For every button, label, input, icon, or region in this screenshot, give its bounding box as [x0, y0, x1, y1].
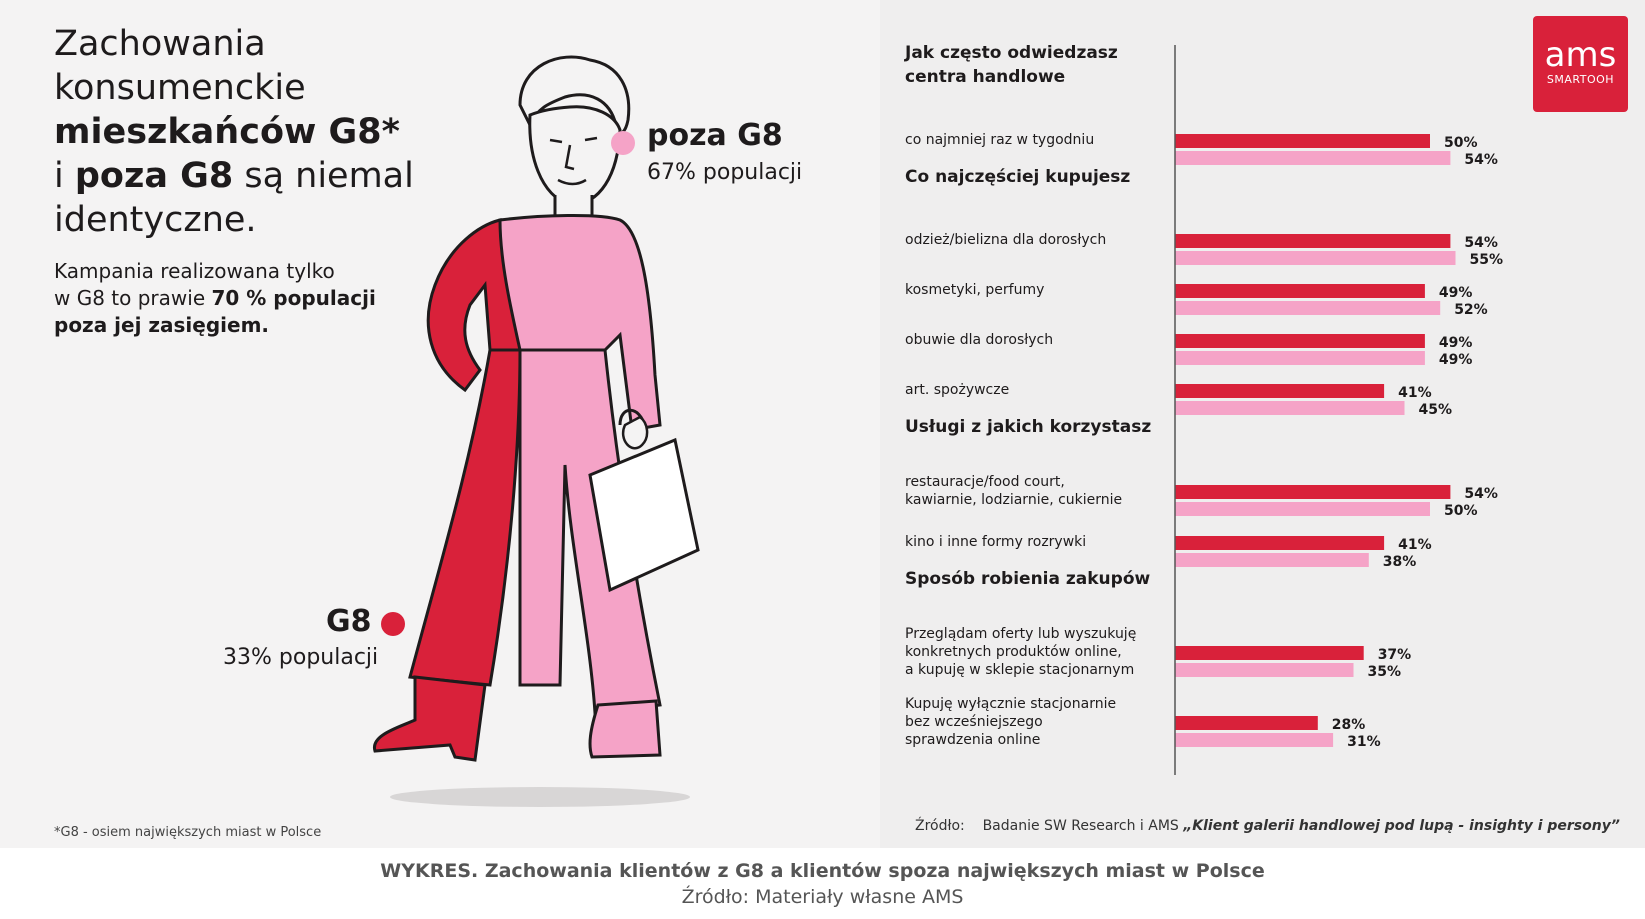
ams-logo [1533, 16, 1628, 112]
headline-fragment: są niemal [233, 156, 414, 196]
headline-line: Zachowania [54, 24, 266, 64]
headline-line [54, 154, 414, 198]
bar-chart [900, 30, 1540, 790]
source-title: „Klient galerii handlowej pod lupą - insighty i persony” [1183, 818, 1620, 834]
value-label-poza_g8: 54% [1464, 152, 1498, 168]
category-label: kosmetyki, perfumy [905, 282, 1045, 298]
headline-line: mieszkańców G8* [54, 112, 400, 152]
category-label: obuwie dla dorosłych [905, 332, 1054, 348]
headline-fragment: i [54, 156, 75, 196]
category-label: kino i inne formy rozrywki [905, 534, 1087, 550]
bar-g8 [1175, 536, 1384, 550]
category-label: odzież/bielizna dla dorosłych [905, 232, 1107, 248]
legend-g8-label: G8 [326, 604, 372, 639]
category-label: konkretnych produktów online, [905, 644, 1122, 660]
category-label: restauracje/food court, [905, 474, 1065, 490]
section-title: Jak często odwiedzasz [905, 43, 1118, 63]
category-label: Kupuję wyłącznie stacjonarnie [905, 696, 1117, 712]
bar-g8 [1175, 384, 1384, 398]
bar-g8 [1175, 234, 1450, 248]
section-title: Usługi z jakich korzystasz [905, 417, 1152, 437]
value-label-g8: 50% [1444, 135, 1478, 151]
subtext-line: poza jej zasięgiem. [54, 313, 270, 337]
value-label-poza_g8: 50% [1444, 503, 1478, 519]
legend-g8-value: 33% populacji [223, 645, 379, 670]
value-label-poza_g8: 38% [1382, 554, 1417, 570]
value-label-g8: 54% [1464, 486, 1498, 502]
section-title: centra handlowe [905, 67, 1066, 87]
value-label-poza_g8: 45% [1418, 402, 1453, 418]
value-label-g8: 41% [1398, 385, 1432, 401]
subtext-fragment: 70 % populacji [211, 286, 376, 310]
bar-poza_g8 [1175, 401, 1405, 415]
chart-source [915, 818, 1620, 834]
source-label: Źródło: [915, 818, 965, 834]
bar-poza_g8 [1175, 502, 1430, 516]
value-label-g8: 41% [1398, 537, 1432, 553]
logo-main: ams [1544, 35, 1617, 75]
headline-line: identyczne. [54, 200, 257, 240]
category-label: kawiarnie, lodziarnie, cukiernie [905, 492, 1123, 508]
value-label-g8: 28% [1331, 717, 1366, 733]
value-label-poza_g8: 52% [1454, 302, 1488, 318]
bar-poza_g8 [1175, 553, 1369, 567]
value-label-g8: 54% [1464, 235, 1498, 251]
headline-fragment: poza G8 [74, 156, 234, 196]
bar-g8 [1175, 334, 1425, 348]
source-text: Badanie SW Research i AMS [982, 818, 1184, 834]
section-title: Sposób robienia zakupów [905, 569, 1151, 589]
bar-g8 [1175, 716, 1318, 730]
figure-caption-source: Źródło: Materiały własne AMS [681, 886, 964, 908]
bar-poza_g8 [1175, 151, 1450, 165]
headline [54, 22, 414, 242]
hand-shape [623, 417, 647, 448]
headline-line: konsumenckie [54, 68, 306, 108]
boot-pink [590, 701, 660, 757]
subtext-line: Kampania realizowana tylko [54, 259, 335, 283]
legs-red [410, 350, 520, 685]
value-label-g8: 49% [1438, 335, 1473, 351]
bar-poza_g8 [1175, 663, 1354, 677]
value-label-poza_g8: 55% [1469, 252, 1504, 268]
footnote: *G8 - osiem największych miast w Polsce [54, 825, 322, 840]
value-label-g8: 37% [1377, 647, 1412, 663]
poza-g8-dot [611, 131, 635, 155]
bar-g8 [1175, 485, 1450, 499]
boot-red [374, 677, 485, 760]
bar-g8 [1175, 646, 1364, 660]
category-label: bez wcześniejszego [905, 714, 1043, 730]
value-label-poza_g8: 31% [1347, 734, 1381, 750]
bar-poza_g8 [1175, 301, 1440, 315]
legend-poza-g8-label: poza G8 [647, 118, 783, 153]
bar-g8 [1175, 134, 1430, 148]
category-label: co najmniej raz w tygodniu [905, 132, 1095, 148]
bar-g8 [1175, 284, 1425, 298]
legend-poza-g8-value: 67% populacji [647, 160, 803, 185]
bar-poza_g8 [1175, 351, 1425, 365]
category-label: sprawdzenia online [905, 732, 1041, 748]
subtext-line [54, 285, 376, 312]
category-label: art. spożywcze [905, 382, 1010, 398]
subtext [54, 258, 376, 339]
bar-poza_g8 [1175, 733, 1333, 747]
g8-dot [381, 612, 405, 636]
figure-caption-title: WYKRES. Zachowania klientów z G8 a klientów spoza największych miast w Polsce [380, 860, 1265, 882]
bar-poza_g8 [1175, 251, 1456, 265]
section-title: Co najczęściej kupujesz [905, 167, 1131, 187]
category-label: a kupuję w sklepie stacjonarnym [905, 662, 1135, 678]
category-label: Przeglądam oferty lub wyszukuję [905, 626, 1137, 642]
subtext-fragment: w G8 to prawie [54, 286, 212, 310]
illustration-shadow [390, 787, 690, 807]
face-shape [530, 107, 620, 205]
value-label-poza_g8: 35% [1367, 664, 1402, 680]
logo-sub: SMARTOOH [1546, 73, 1615, 86]
value-label-g8: 49% [1438, 285, 1473, 301]
value-label-poza_g8: 49% [1438, 352, 1473, 368]
